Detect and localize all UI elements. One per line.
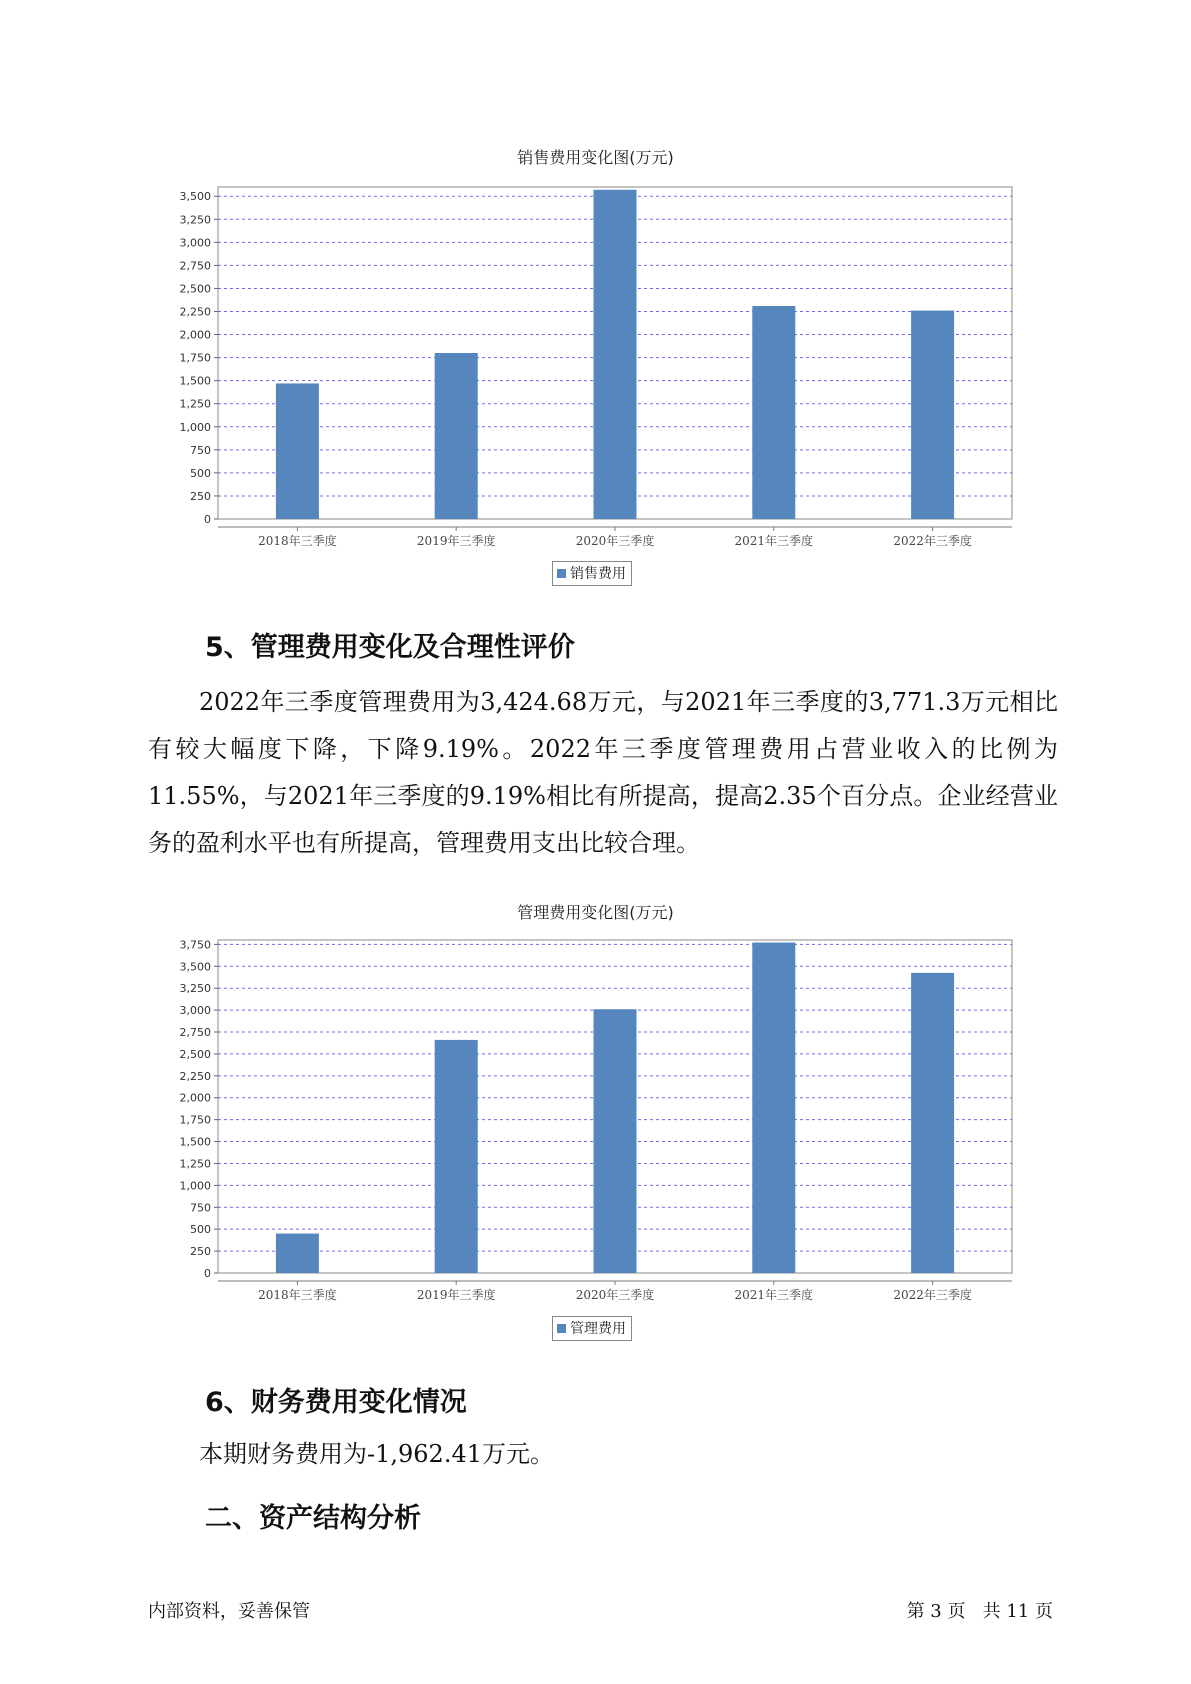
y-tick-label: 750	[190, 1201, 211, 1215]
y-tick-label: 1,250	[179, 1157, 211, 1171]
y-tick-label: 3,250	[179, 982, 211, 996]
legend-swatch	[557, 1324, 566, 1333]
y-tick-label: 2,750	[179, 1026, 211, 1040]
x-tick-label: 2020年三季度	[575, 1288, 655, 1302]
chart-title: 销售费用变化图(万元)	[517, 148, 674, 167]
y-tick-label: 1,500	[179, 374, 211, 388]
y-tick-label: 750	[190, 443, 211, 457]
y-tick-label: 2,500	[179, 1047, 211, 1061]
y-tick-label: 2,750	[179, 259, 211, 273]
section-5-text: 2022年三季度管理费用为3,424.68万元，与2021年三季度的3,771.3万元相比有较大幅度下降，下降9.19%。2022年三季度管理费用占营业收入的比例为11.55%，与2021年三季度的9.19%相比有所提高，提高2.35个百分点。企业经营业务的盈利水平也有所提高，管理费用支出比较合理。	[148, 688, 1058, 857]
section-6-body	[148, 1431, 1058, 1478]
y-tick-label: 250	[190, 1245, 211, 1259]
bar	[752, 943, 795, 1273]
footer-page-number: 第 3 页 共 11 页	[906, 1601, 1053, 1622]
section-6-text: 本期财务费用为-1,962.41万元。	[199, 1440, 554, 1468]
y-tick-label: 250	[190, 489, 211, 503]
y-tick-label: 0	[204, 1267, 211, 1280]
legend-label: 销售费用	[570, 566, 626, 582]
y-tick-label: 1,000	[179, 420, 211, 434]
chart-title: 管理费用变化图(万元)	[517, 903, 674, 922]
y-tick-label: 3,000	[179, 1004, 211, 1018]
x-tick-label: 2018年三季度	[258, 534, 337, 548]
y-tick-label: 3,000	[179, 236, 211, 250]
x-tick-label: 2019年三季度	[416, 534, 496, 548]
x-tick-label: 2018年三季度	[258, 1288, 337, 1302]
y-tick-label: 2,500	[179, 282, 211, 296]
x-tick-label: 2019年三季度	[416, 1288, 496, 1302]
x-tick-label: 2020年三季度	[575, 534, 655, 548]
bar	[594, 1009, 637, 1273]
x-tick-label: 2022年三季度	[893, 1288, 972, 1302]
y-tick-label: 1,750	[179, 1113, 211, 1127]
x-tick-label: 2021年三季度	[734, 1288, 814, 1302]
y-tick-label: 1,500	[179, 1135, 211, 1149]
x-tick-label: 2022年三季度	[893, 534, 972, 548]
y-tick-label: 3,500	[179, 960, 211, 974]
y-tick-label: 2,000	[179, 328, 211, 342]
x-tick-label: 2021年三季度	[734, 534, 814, 548]
chart-legend	[552, 1316, 632, 1341]
y-tick-label: 500	[190, 466, 211, 480]
y-tick-label: 3,500	[179, 190, 211, 204]
bar	[435, 1040, 478, 1273]
y-tick-label: 1,750	[179, 351, 211, 365]
y-tick-label: 1,000	[179, 1179, 211, 1193]
bar	[276, 1234, 319, 1273]
bar	[911, 973, 954, 1273]
section-6-title: 6、财务费用变化情况	[205, 1387, 467, 1418]
y-tick-label: 1,250	[179, 397, 211, 411]
y-tick-label: 3,250	[179, 213, 211, 227]
legend-label: 管理费用	[570, 1321, 626, 1337]
section-5-title: 5、管理费用变化及合理性评价	[205, 632, 575, 663]
footer-confidential: 内部资料，妥善保管	[148, 1601, 310, 1622]
y-tick-label: 2,000	[179, 1091, 211, 1105]
y-tick-label: 2,250	[179, 1069, 211, 1083]
section-assets-title: 二、资产结构分析	[205, 1503, 421, 1534]
y-tick-label: 0	[204, 513, 211, 526]
y-tick-label: 500	[190, 1223, 211, 1237]
y-tick-label: 3,750	[179, 938, 211, 952]
y-tick-label: 2,250	[179, 305, 211, 319]
